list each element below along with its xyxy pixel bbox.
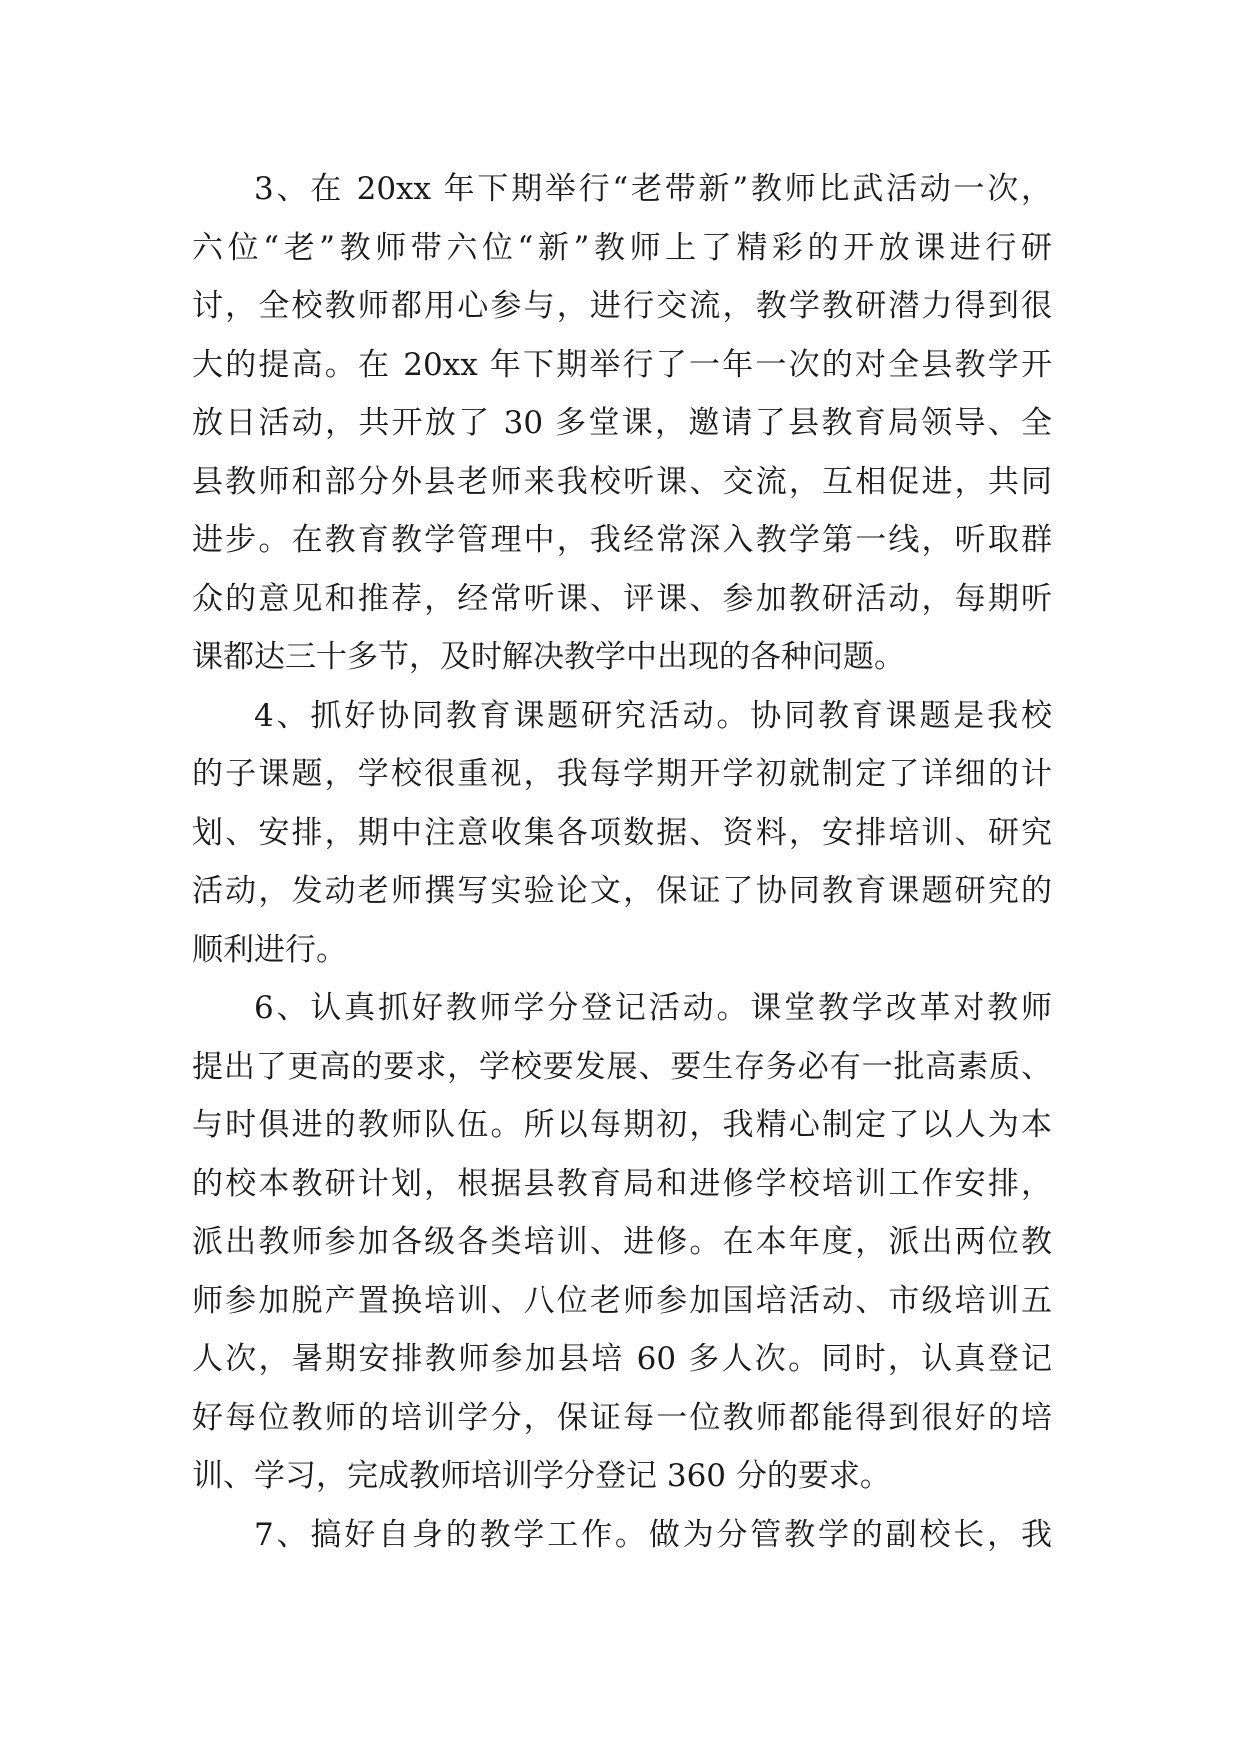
paragraph-3-line-7: 人次，暑期安排教师参加县培 60 多人次。同时，认真登记 [192, 1341, 1052, 1377]
paragraph-2-line-1: 4、抓好协同教育课题研究活动。协同教育课题是我校 [254, 697, 1052, 734]
paragraph-3-line-1: 6、认真抓好教师学分登记活动。课堂教学改革对教师 [254, 990, 1052, 1026]
paragraph-3-line-2: 提出了更高的要求，学校要发展、要生存务必有一批高素质、 [192, 1048, 1052, 1085]
paragraph-1-line-8: 众的意见和推荐，经常听课、评课、参加教研活动，每期听 [192, 580, 1052, 617]
paragraph-2-line-4: 活动，发动老师撰写实验论文，保证了协同教育课题研究的 [192, 873, 1052, 909]
paragraph-3-line-9: 训、学习，完成教师培训学分登记 360 分的要求。 [192, 1458, 891, 1494]
paragraph-1-line-1: 3、在 20xx 年下期举行“老带新”教师比武活动一次， [254, 171, 1052, 207]
paragraph-1-line-7: 进步。在教育教学管理中，我经常深入教学第一线，听取群 [192, 522, 1052, 558]
paragraph-1-line-6: 县教师和部分外县老师来我校听课、交流，互相促进，共同 [192, 463, 1052, 500]
paragraph-2-line-5: 顺利进行。 [192, 931, 347, 968]
paragraph-1-line-3: 讨，全校教师都用心参与，进行交流，教学教研潜力得到很 [192, 288, 1052, 324]
paragraph-1-line-9: 课都达三十多节，及时解决教学中出现的各种问题。 [192, 639, 905, 675]
paragraph-3-line-8: 好每位教师的培训学分，保证每一位教师都能得到很好的培 [192, 1399, 1052, 1436]
paragraph-2-line-2: 的子课题，学校很重视，我每学期开学初就制定了详细的计 [192, 756, 1052, 792]
paragraph-3-line-3: 与时俱进的教师队伍。所以每期初，我精心制定了以人为本 [192, 1107, 1052, 1143]
document-body [192, 160, 1052, 1564]
paragraph-1-line-2: 六位“老”教师带六位“新”教师上了精彩的开放课进行研 [192, 229, 1052, 266]
paragraph-1-line-4: 大的提高。在 20xx 年下期举行了一年一次的对全县教学开 [192, 346, 1052, 383]
paragraph-2-line-3: 划、安排，期中注意收集各项数据、资料，安排培训、研究 [192, 814, 1052, 851]
paragraph-3-line-5: 派出教师参加各级各类培训、进修。在本年度，派出两位教 [192, 1224, 1052, 1260]
paragraph-3-line-4: 的校本教研计划，根据县教育局和进修学校培训工作安排， [192, 1165, 1052, 1202]
paragraph-4-line-1: 7、搞好自身的教学工作。做为分管教学的副校长，我 [254, 1516, 1052, 1553]
paragraph-1-line-5: 放日活动，共开放了 30 多堂课，邀请了县教育局领导、全 [192, 405, 1052, 441]
paragraph-3-line-6: 师参加脱产置换培训、八位老师参加国培活动、市级培训五 [192, 1282, 1052, 1319]
